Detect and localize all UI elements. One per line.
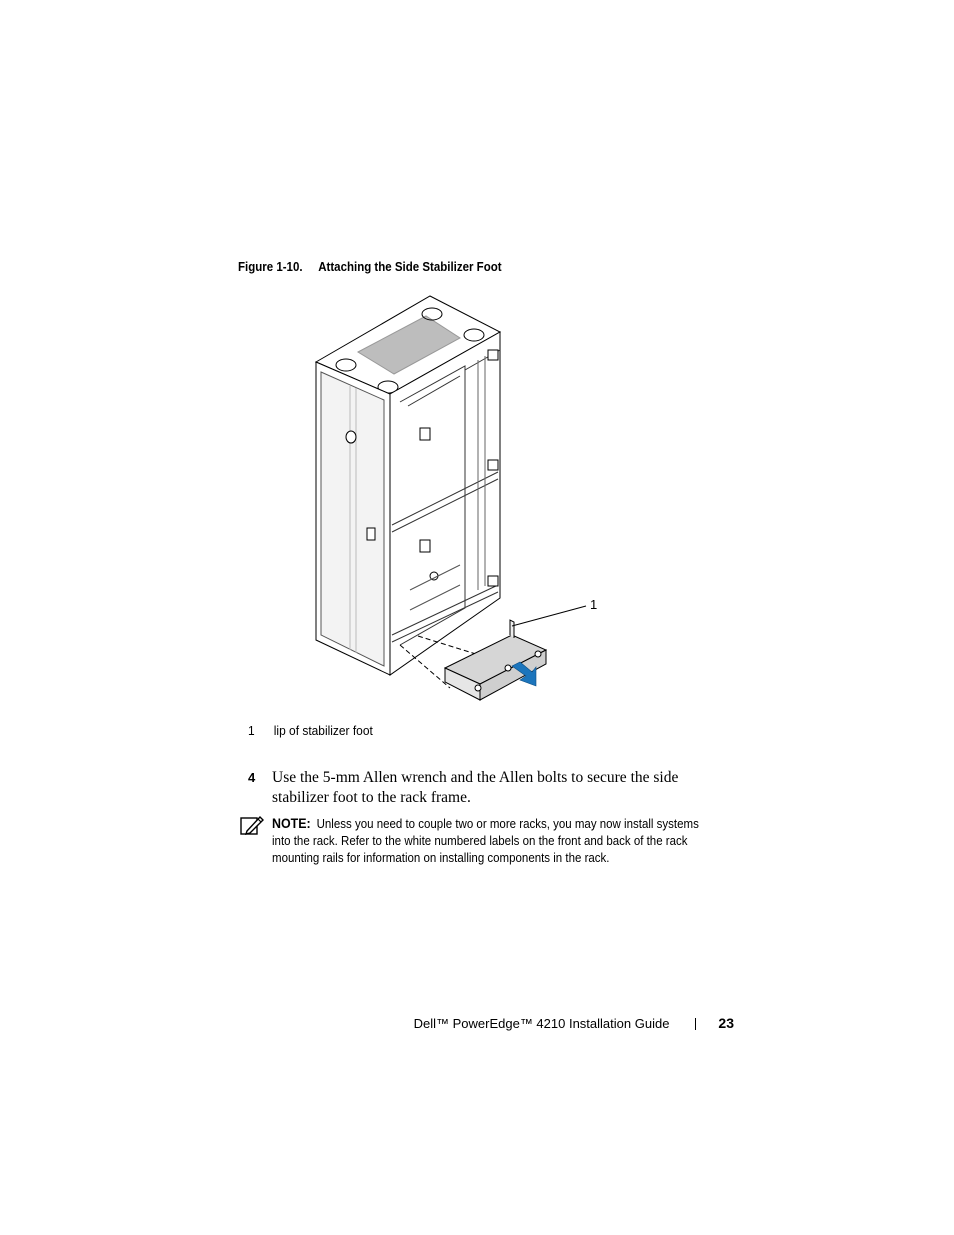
note-body: Unless you need to couple two or more racks, you may now install systems into the rack. Refer to the white numbered labels on the front and back of the rack mounting rails for information on installing components in the rack.: [272, 817, 699, 865]
page-footer: [414, 1015, 734, 1031]
legend-number: 1: [248, 723, 255, 738]
pencil-icon: [240, 815, 264, 837]
rack-illustration: [300, 290, 620, 710]
figure-callout: 1: [590, 597, 598, 612]
step-4: [248, 768, 748, 808]
note-text: [272, 815, 701, 867]
legend-text: lip of stabilizer foot: [273, 723, 373, 738]
figure-legend: [248, 723, 373, 738]
figure-caption: [238, 260, 502, 274]
footer-separator: [695, 1018, 696, 1030]
note-label: NOTE:: [272, 816, 311, 831]
step-number: 4: [248, 770, 256, 785]
page-number: 23: [718, 1015, 734, 1031]
footer-title: Dell™ PowerEdge™ 4210 Installation Guide: [413, 1016, 670, 1031]
figure-title: Attaching the Side Stabilizer Foot: [318, 260, 502, 274]
step-text: Use the 5-mm Allen wrench and the Allen bolts to secure the side stabilizer foot to the rack frame.: [272, 769, 679, 806]
figure-number: Figure 1-10.: [238, 260, 303, 274]
callout-leader: [512, 606, 586, 626]
